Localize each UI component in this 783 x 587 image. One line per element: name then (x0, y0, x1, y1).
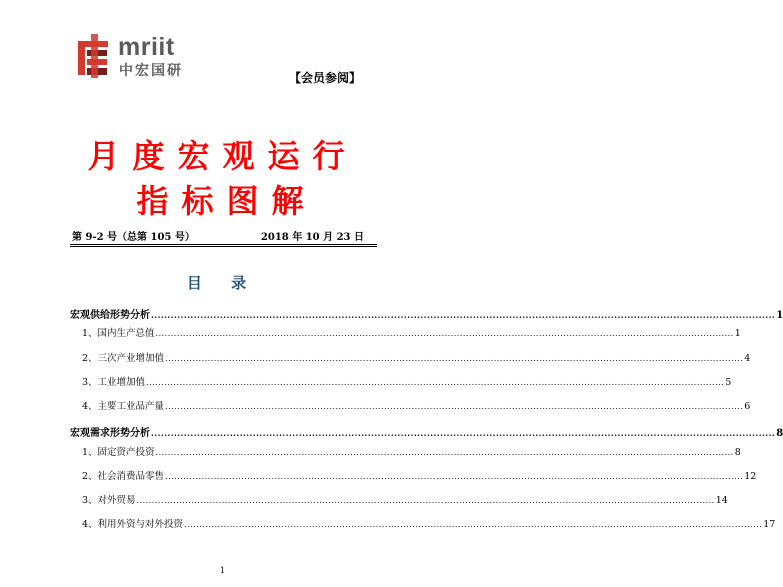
member-label: 【会员参阅】 (288, 71, 361, 85)
toc-entry-text: 1、国内生产总值 (82, 328, 155, 339)
mriit-logo (78, 34, 198, 84)
toc-page-number: 6 (744, 401, 751, 412)
toc-leader-dots: .............................................................................................................................................................................................. (165, 354, 744, 363)
toc-item-fixed-investment[interactable] (70, 444, 741, 460)
header-rule-bottom (70, 246, 377, 247)
toc-page-number: 8 (776, 428, 783, 439)
toc-page-number: 17 (763, 519, 776, 530)
logo-wordmark: mriit (118, 33, 175, 61)
issue-number: 第 9-2 号（总第 105 号） (72, 232, 195, 243)
toc-page-number: 14 (715, 495, 728, 506)
toc-section-supply[interactable] (70, 306, 783, 322)
toc-leader-dots: .............................................................................................................................................................................................. (155, 448, 734, 457)
toc-leader-dots: .............................................................................................................................................................................................. (146, 378, 725, 387)
toc-item-retail-sales[interactable] (70, 468, 757, 484)
toc-item-three-industries[interactable] (70, 350, 751, 366)
toc-leader-dots: .............................................................................................................................................................................................. (155, 329, 734, 338)
toc-item-gdp[interactable] (70, 325, 741, 341)
toc-entry-text: 3、工业增加值 (82, 377, 146, 388)
toc-entry-text: 4、利用外资与对外投资 (82, 519, 184, 530)
toc-leader-dots: .............................................................................................................................................................................................. (165, 472, 744, 481)
publication-date: 2018 年 10 月 23 日 (260, 232, 364, 243)
toc-leader-dots: .............................................................................................................................................................................................. (184, 520, 763, 529)
toc-entry-text: 宏观供给形势分析 (70, 310, 150, 321)
toc-leader-dots: .............................................................................................................................................................................................. (151, 310, 776, 320)
toc-section-demand[interactable] (70, 424, 783, 440)
toc-page-number: 12 (744, 471, 757, 482)
logo-chinese-name: 中宏国研 (119, 63, 183, 79)
toc-page-number: 5 (725, 377, 732, 388)
page-number: 1 (219, 566, 226, 575)
toc-leader-dots: .............................................................................................................................................................................................. (151, 428, 776, 438)
toc-entry-text: 4、主要工业品产量 (82, 401, 165, 412)
toc-item-foreign-trade[interactable] (70, 492, 728, 508)
toc-item-foreign-investment[interactable] (70, 516, 776, 532)
toc-leader-dots: .............................................................................................................................................................................................. (165, 402, 744, 411)
toc-entry-text: 2、社会消费品零售 (82, 471, 165, 482)
mriit-logo-mark (78, 34, 112, 78)
toc-page-number: 8 (734, 447, 741, 458)
toc-page-number: 1 (734, 328, 741, 339)
toc-leader-dots: .............................................................................................................................................................................................. (136, 496, 715, 505)
report-title-line-2: 指标图解 (136, 182, 317, 220)
toc-entry-text: 2、三次产业增加值 (82, 353, 165, 364)
header-rule-top (70, 244, 377, 245)
toc-heading: 目 录 (186, 274, 259, 292)
toc-entry-text: 宏观需求形势分析 (70, 428, 150, 439)
toc-entry-text: 1、固定资产投资 (82, 447, 155, 458)
toc-item-industrial-output[interactable] (70, 398, 751, 414)
toc-page-number: 1 (776, 310, 783, 321)
report-title-line-1: 月度宏观运行 (87, 137, 358, 175)
toc-entry-text: 3、对外贸易 (82, 495, 136, 506)
toc-page-number: 4 (744, 353, 751, 364)
toc-item-industrial-value[interactable] (70, 374, 732, 390)
